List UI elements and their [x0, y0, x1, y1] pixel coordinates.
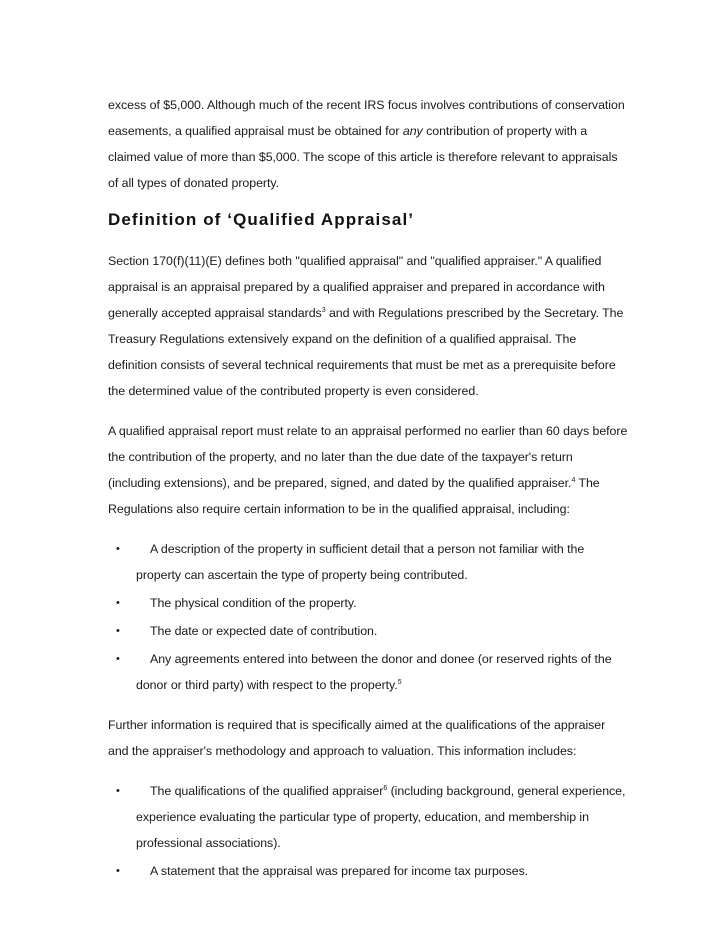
paragraph-definition-text: Section 170(f)(11)(E) defines both "qualified appraisal" and "qualified appraiser." A qualified appraisal is an appraisal prepared by a qualified appraiser and prepared in accordance with generally accepted appraisal standards — [108, 254, 605, 320]
list-item-text: The qualifications of the qualified appraiser — [150, 784, 384, 798]
paragraph-further-info: Further information is required that is specifically aimed at the qualifications of the appraiser and the appraiser's methodology and approach to valuation. This information includes: — [108, 718, 606, 758]
list-item-text: Any agreements entered into between the donor and donee (or reserved rights of the donor or third party) with respect to the property. — [136, 652, 612, 692]
list-item-text: The date or expected date of contribution. — [150, 624, 378, 638]
list-item-text: A description of the property in sufficient detail that a person not familiar with the property can ascertain the type of property being contributed. — [136, 542, 585, 582]
bullet-icon: • — [116, 865, 120, 877]
paragraph-timing-tail: The Regulations also require certain information to be in the qualified appraisal, including: — [108, 476, 600, 516]
section-heading: Definition of ‘Qualified Appraisal’ — [108, 210, 415, 229]
bullet-icon: • — [116, 653, 120, 665]
list-item — [108, 646, 628, 698]
qualifications-list — [108, 778, 628, 884]
paragraph-timing-text: A qualified appraisal report must relate to an appraisal performed no earlier than 60 days before the contribution of the property, and no later than the due date of the taxpayer's return (including extensions), and be prepared, signed, and dated by the qualified appraiser. — [108, 424, 628, 490]
list-item — [108, 618, 628, 644]
list-item — [108, 536, 628, 588]
emphasis-any: any — [402, 124, 423, 138]
paragraph-intro-text: excess of $5,000. Although much of the recent IRS focus involves contributions of conservation easements, a qualified appraisal must be obtained for — [108, 98, 625, 138]
bullet-icon: • — [116, 625, 120, 637]
paragraph-timing — [108, 418, 628, 522]
list-item-text: A statement that the appraisal was prepared for income tax purposes. — [150, 864, 529, 878]
paragraph-definition-tail: and with Regulations prescribed by the Secretary. The Treasury Regulations extensively expand on the definition of a qualified appraisal. The definition consists of several technical requirements that must be met as a prerequisite before the determined value of the contributed property is even considered. — [108, 306, 624, 398]
list-item — [108, 858, 628, 884]
list-item-text-tail: (including background, general experience, experience evaluating the particular type of property, education, and membership in professional associations). — [136, 784, 626, 850]
bullet-icon: • — [116, 597, 120, 609]
footnote-ref-3[interactable]: 3 — [321, 307, 326, 314]
required-info-list — [108, 536, 628, 698]
list-item — [108, 590, 628, 616]
bullet-icon: • — [116, 785, 120, 797]
footnote-ref-5[interactable]: 5 — [397, 679, 402, 686]
footnote-ref-4[interactable]: 4 — [571, 477, 576, 484]
bullet-icon: • — [116, 543, 120, 555]
list-item-text: The physical condition of the property. — [150, 596, 357, 610]
page-content — [108, 92, 628, 898]
footnote-ref-6[interactable]: 6 — [383, 785, 388, 792]
paragraph-intro-tail: contribution of property with a claimed value of more than $5,000. The scope of this article is therefore relevant to appraisals of all types of donated property. — [108, 124, 618, 190]
paragraph-intro — [108, 92, 628, 196]
list-item — [108, 778, 628, 856]
paragraph-definition — [108, 248, 628, 404]
